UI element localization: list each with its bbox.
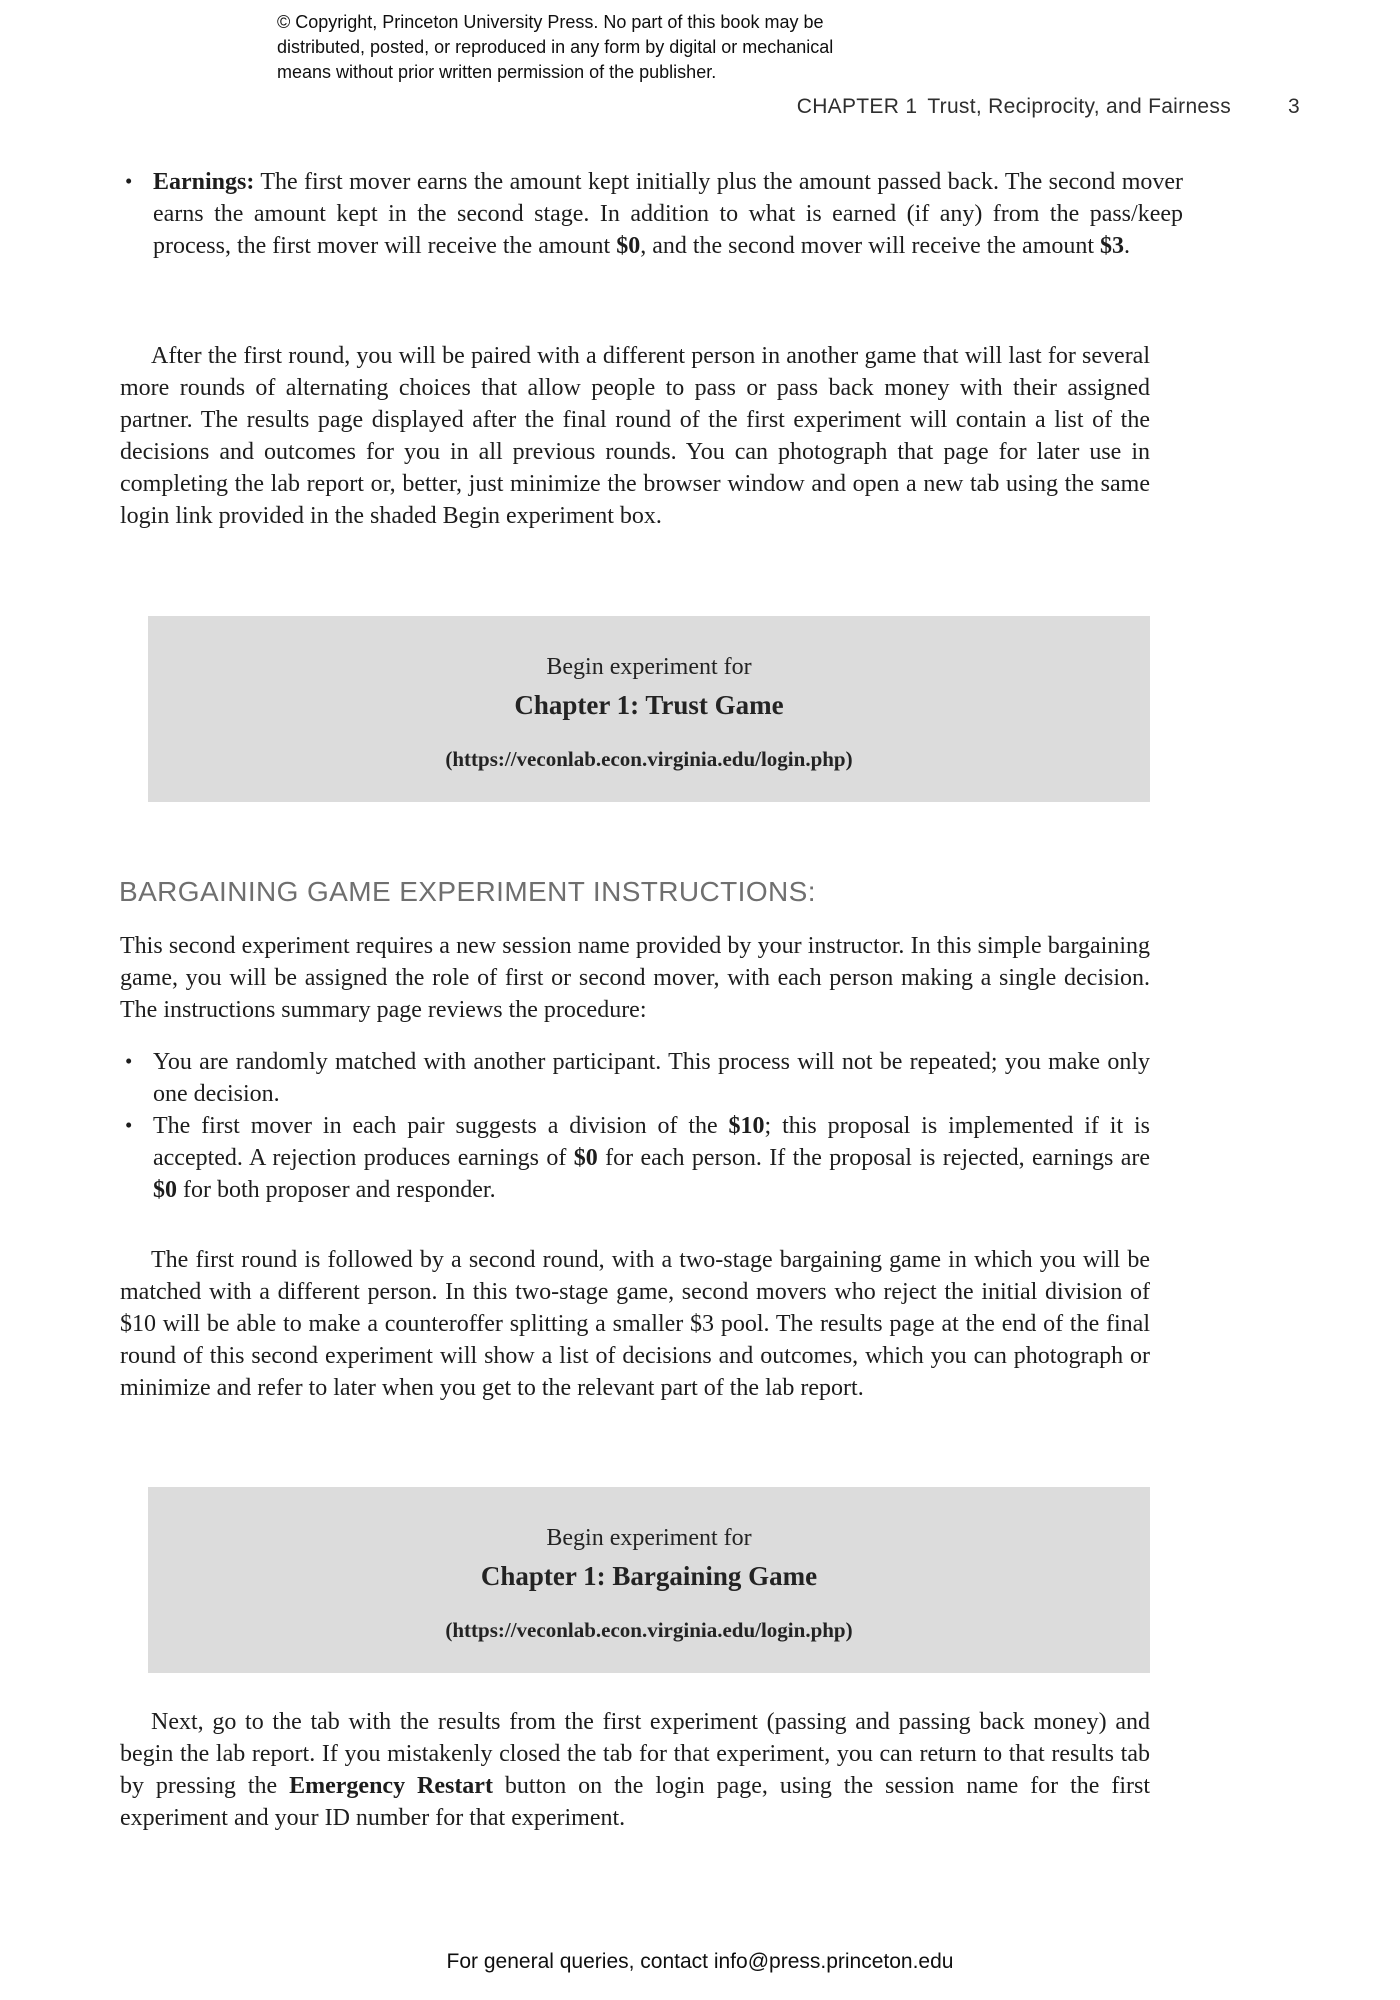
copyright-line: © Copyright, Princeton University Press. No part of this book may be [277,12,824,32]
running-head [0,95,1300,119]
bullet-icon: • [125,1049,133,1073]
matched-bullet [120,1046,1150,1110]
paragraph-next-go-text: Next, go to the tab with the results from the first experiment (passing and passing back money) and begin the lab report. If you mistakenly closed the tab for that experiment, you can return to that results tab by pressing the Emergency Restart button on the login page, using the session name for the first experiment and your ID number for that experiment. [120,1709,1151,1831]
begin-experiment-label: Begin experiment for [546,1525,752,1551]
bullet-icon: • [125,1113,133,1137]
experiment-title: Chapter 1: Trust Game [514,690,784,720]
page-number: 3 [1288,95,1300,118]
footer-queries: For general queries, contact info@press.princeton.edu [446,1950,954,1973]
copyright-line: means without prior written permission of the publisher. [277,62,717,82]
earnings-bullet-text: Earnings: The first mover earns the amount kept initially plus the amount passed back. The second mover earns the amount kept in the second stage. In addition to what is earned (if any) from the pass/keep process, the first mover will receive the amount $0, and the second mover will receive the amount $3. [153,169,1183,259]
division-bullet [120,1110,1150,1206]
experiment-login-url: (https://veconlab.econ.virginia.edu/login.php) [445,1618,853,1642]
earnings-bullet [120,166,1183,262]
division-bullet-text: The first mover in each pair suggests a division of the $10; this proposal is implemented if it is accepted. A rejection produces earnings of $0 for each person. If the proposal is rejected, earnings are $0 for both proposer and responder. [153,1113,1151,1203]
paragraph-after-first-round: After the first round, you will be paired with a different person in another game that will last for several more rounds of alternating choices that allow people to pass or pass back money with their assigned partner. The results page displayed after the final round of the first experiment will contain a list of the decisions and outcomes for you in all previous rounds. You can photograph that page for later use in completing the lab report or, better, just minimize the browser window and open a new tab using the same login link provided in the shaded Begin experiment box. [120,343,1150,529]
paragraph-first-round-followed: The first round is followed by a second round, with a two-stage bargaining game in which you will be matched with a different person. In this two-stage game, second movers who reject the initial division of $10 will be able to make a counteroffer splitting a smaller $3 pool. The results page at the end of the final round of this second experiment will show a list of decisions and outcomes, which you can photograph or minimize and refer to later when you get to the relevant part of the lab report. [120,1247,1150,1401]
begin-experiment-box-bargaining [148,1487,1150,1673]
chapter-label: CHAPTER 1 [796,95,918,118]
bargaining-bullet-list [120,1046,1150,1206]
copyright-line: distributed, posted, or reproduced in any form by digital or mechanical [277,37,834,57]
begin-experiment-box-trust [148,616,1150,802]
begin-experiment-label: Begin experiment for [546,654,752,680]
matched-bullet-text: You are randomly matched with another participant. This process will not be repeated; you make only one decision. [153,1049,1150,1107]
experiment-title: Chapter 1: Bargaining Game [480,1561,818,1591]
paragraph-next-go [120,1706,1150,1834]
experiment-login-url: (https://veconlab.econ.virginia.edu/login.php) [445,747,853,771]
copyright-notice [277,10,837,85]
paragraph-second-experiment: This second experiment requires a new session name provided by your instructor. In this simple bargaining game, you will be assigned the role of first or second mover, with each person making a single decision. The instructions summary page reviews the procedure: [120,933,1150,1023]
section-heading-bargaining: BARGAINING GAME EXPERIMENT INSTRUCTIONS: [119,876,816,907]
bullet-icon: • [125,169,133,193]
chapter-title: Trust, Reciprocity, and Fairness [927,95,1232,118]
